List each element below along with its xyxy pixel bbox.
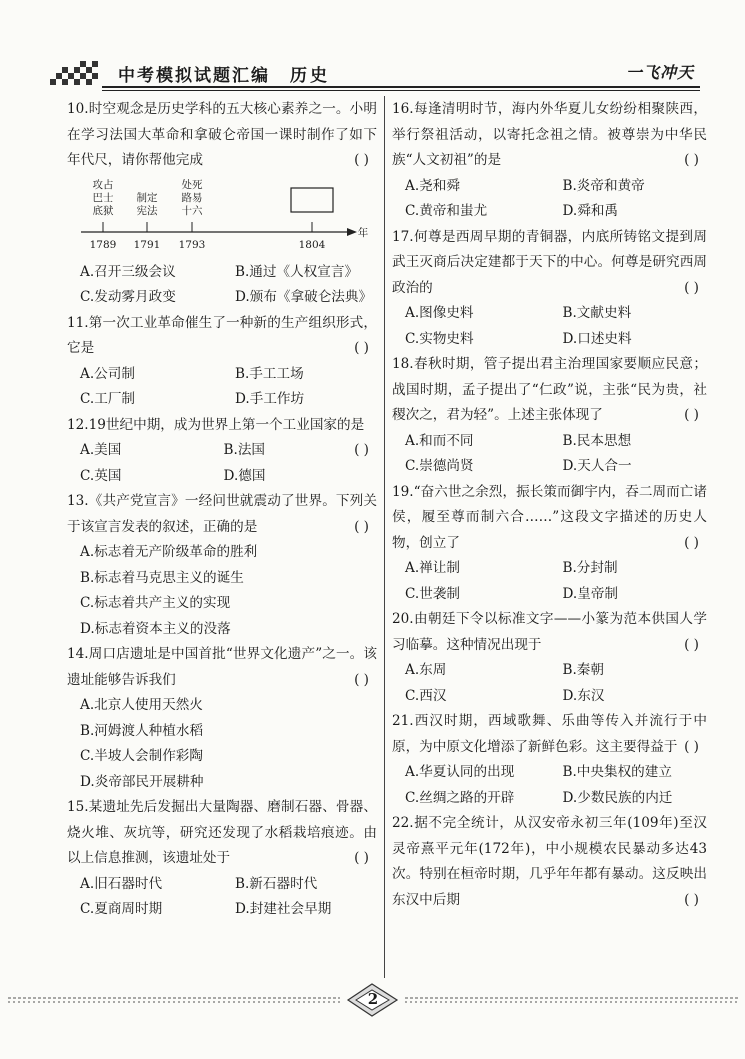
left-column xyxy=(67,97,377,923)
header-rule xyxy=(102,86,700,88)
option-b: B.炎帝和黄帝 xyxy=(562,177,645,194)
question-stem: 12.19世纪中期，成为世界上第一个工业国家的是 ( ) xyxy=(67,413,377,439)
option-c: C.英国 xyxy=(80,467,122,484)
question-stem: 17.何尊是西周早期的青铜器，内底所铸铭文提到周武王灭商后决定建都于天下的中心。何尊是研究西周政治的 ( ) xyxy=(392,225,707,302)
question-stem: 13.《共产党宣言》一经问世就震动了世界。下列关于该宣言发表的叙述，正确的是 ( ) xyxy=(67,489,377,540)
option-c: C.夏商周时期 xyxy=(80,901,163,917)
checker-pattern-icon xyxy=(50,59,100,89)
options xyxy=(392,174,707,225)
options xyxy=(392,760,707,811)
option-d: D.手工作坊 xyxy=(235,391,305,407)
option-d: D.口述史料 xyxy=(562,330,632,347)
option-d: D.天人合一 xyxy=(562,458,632,474)
option-d: D.东汉 xyxy=(562,687,605,704)
timeline-label: 制定 xyxy=(136,191,158,204)
timeline-label: 路易 xyxy=(181,191,203,204)
option-d: D.炎帝部民开展耕种 xyxy=(80,773,204,790)
options xyxy=(392,301,707,352)
options xyxy=(67,362,377,413)
option-a: A.美国 xyxy=(80,442,122,458)
option-c: C.西汉 xyxy=(405,687,447,704)
options xyxy=(67,540,377,642)
option-c: C.世袭制 xyxy=(405,585,461,602)
question-stem: 10.时空观念是历史学科的五大核心素养之一。小明在学习法国大革命和拿破仑帝国一课时制作了如下年代尺，请你帮他完成 ( ) xyxy=(67,97,377,174)
option-d: D.封建社会早期 xyxy=(235,901,332,917)
option-a: A.尧和舜 xyxy=(405,177,460,194)
question-10 xyxy=(67,97,377,311)
option-b: B.通过《人权宣言》 xyxy=(235,263,359,280)
timeline-unit: 年 xyxy=(357,226,369,239)
options xyxy=(392,658,707,709)
question-21 xyxy=(392,709,707,811)
subject-label: 历史 xyxy=(290,66,330,86)
timeline-figure xyxy=(67,176,377,254)
option-d: D.颁布《拿破仑法典》 xyxy=(235,289,373,305)
option-c: C.半坡人会制作彩陶 xyxy=(80,748,203,764)
option-b: B.文献史料 xyxy=(562,305,632,321)
answer-paren: ( ) xyxy=(684,891,699,908)
option-a: A.公司制 xyxy=(80,365,135,382)
timeline-year: 1804 xyxy=(298,238,326,251)
option-b: B.河姆渡人种植水稻 xyxy=(80,722,204,739)
column-divider xyxy=(384,96,385,978)
option-b: B.标志着马克思主义的诞生 xyxy=(80,569,244,586)
option-c: C.崇德尚贤 xyxy=(405,458,474,474)
option-c: C.实物史料 xyxy=(405,330,474,347)
answer-paren: ( ) xyxy=(354,152,369,168)
option-b: B.手工工场 xyxy=(235,365,304,382)
question-stem: 19.“奋六世之余烈，振长策而御宇内，吞二周而亡诸侯，履至尊而制六合……”这段文字描述的历史人物，创立了 ( ) xyxy=(392,480,707,557)
timeline-arrow-icon xyxy=(347,228,357,236)
answer-paren: ( ) xyxy=(354,340,369,356)
answer-paren: ( ) xyxy=(684,636,699,653)
timeline-label: 十六 xyxy=(181,204,203,217)
question-16 xyxy=(392,97,707,225)
question-11 xyxy=(67,311,377,413)
page-number: 2 xyxy=(367,990,379,1008)
timeline-label: 巴士 xyxy=(92,191,114,204)
option-a: A.图像史料 xyxy=(405,305,474,321)
option-a: A.旧石器时代 xyxy=(80,875,163,892)
question-15 xyxy=(67,795,377,923)
option-d: D.德国 xyxy=(223,467,266,484)
question-12 xyxy=(67,413,377,490)
options xyxy=(67,872,377,923)
answer-paren: ( ) xyxy=(354,850,369,866)
question-stem: 15.某遗址先后发掘出大量陶器、磨制石器、骨器、烧火堆、灰坑等，研究还发现了水稻栽培痕迹。由以上信息推测，该遗址处于 ( ) xyxy=(67,795,377,872)
answer-paren: ( ) xyxy=(354,442,369,458)
answer-paren: ( ) xyxy=(684,534,699,551)
question-stem: 22.据不完全统计，从汉安帝永初三年(109年)至汉灵帝熹平元年(172年)，中小规模农民暴动多达43次。特别在桓帝时期，几乎年年都有暴动。这反映出东汉中后期 ( ) xyxy=(392,811,707,913)
timeline-year: 1793 xyxy=(178,238,206,251)
option-a: A.北京人使用天然火 xyxy=(80,697,203,713)
option-b: B.新石器时代 xyxy=(235,875,318,892)
question-19 xyxy=(392,480,707,608)
option-c: C.发动雾月政变 xyxy=(80,289,176,305)
question-stem: 11.第一次工业革命催生了一种新的生产组织形式，它是 ( ) xyxy=(67,311,377,362)
question-stem: 16.每逢清明时节，海内外华夏儿女纷纷相聚陕西，举行祭祖活动，以寄托念祖之情。被尊崇为中华民族“人文初祖”的是 ( ) xyxy=(392,97,707,174)
question-17 xyxy=(392,225,707,353)
answer-paren: ( ) xyxy=(684,152,699,168)
timeline-blank-box xyxy=(291,188,333,212)
question-20 xyxy=(392,607,707,709)
option-a: A.召开三级会议 xyxy=(80,263,176,280)
question-stem: 18.春秋时期，管子提出君主治理国家要顺应民意；战国时期，孟子提出了“仁政”说，主张“民为贵，社稷次之，君为轻”。上述主张体现了 ( ) xyxy=(392,352,707,429)
options xyxy=(67,438,354,489)
answer-paren: ( ) xyxy=(684,407,699,423)
options xyxy=(67,260,377,311)
option-d: D.皇帝制 xyxy=(562,585,619,602)
option-c: C.工厂制 xyxy=(80,391,136,407)
answer-paren: ( ) xyxy=(354,671,369,688)
options xyxy=(392,556,707,607)
option-c: C.黄帝和蚩尤 xyxy=(405,203,488,219)
page-header xyxy=(50,55,700,89)
option-b: B.法国 xyxy=(223,442,266,458)
question-stem: 20.由朝廷下令以标准文字——小篆为范本供国人学习临摹。这种情况出现于 ( ) xyxy=(392,607,707,658)
option-a: A.禅让制 xyxy=(405,560,460,576)
header-rule-thin xyxy=(102,90,700,91)
option-d: D.标志着资本主义的没落 xyxy=(80,620,231,637)
option-b: B.中央集权的建立 xyxy=(562,764,672,780)
brand-logo: 一飞冲天 xyxy=(625,63,694,82)
question-18 xyxy=(392,352,707,480)
timeline-year: 1791 xyxy=(133,238,161,251)
option-a: A.华夏认同的出现 xyxy=(405,764,515,780)
option-a: A.和而不同 xyxy=(405,432,474,449)
question-22 xyxy=(392,811,707,913)
option-d: D.少数民族的内迁 xyxy=(562,789,673,806)
answer-paren: ( ) xyxy=(354,518,369,535)
book-title: 中考模拟试题汇编 xyxy=(118,66,270,86)
options xyxy=(67,693,377,795)
answer-paren: ( ) xyxy=(684,738,699,755)
question-stem: 21.西汉时期，西域歌舞、乐曲等传入并流行于中原，为中原文化增添了新鲜色彩。这主要得益于 ( ) xyxy=(392,709,707,760)
question-13 xyxy=(67,489,377,642)
answer-paren: ( ) xyxy=(684,279,699,296)
right-column xyxy=(392,97,707,913)
question-stem: 14.周口店遗址是中国首批“世界文化遗产”之一。该遗址能够告诉我们 ( ) xyxy=(67,642,377,693)
options xyxy=(392,429,707,480)
option-c: C.丝绸之路的开辟 xyxy=(405,789,515,806)
option-d: D.舜和禹 xyxy=(562,203,619,219)
option-b: B.秦朝 xyxy=(562,662,604,678)
question-14 xyxy=(67,642,377,795)
option-a: A.东周 xyxy=(405,662,447,678)
option-a: A.标志着无产阶级革命的胜利 xyxy=(80,544,258,560)
timeline-label: 底狱 xyxy=(92,204,114,217)
timeline-label: 攻占 xyxy=(92,178,114,191)
timeline-label: 宪法 xyxy=(136,204,158,217)
option-b: B.分封制 xyxy=(562,560,618,576)
option-c: C.标志着共产主义的实现 xyxy=(80,595,231,611)
timeline-label: 处死 xyxy=(181,178,203,191)
timeline-year: 1789 xyxy=(89,238,117,251)
option-b: B.民本思想 xyxy=(562,432,632,449)
